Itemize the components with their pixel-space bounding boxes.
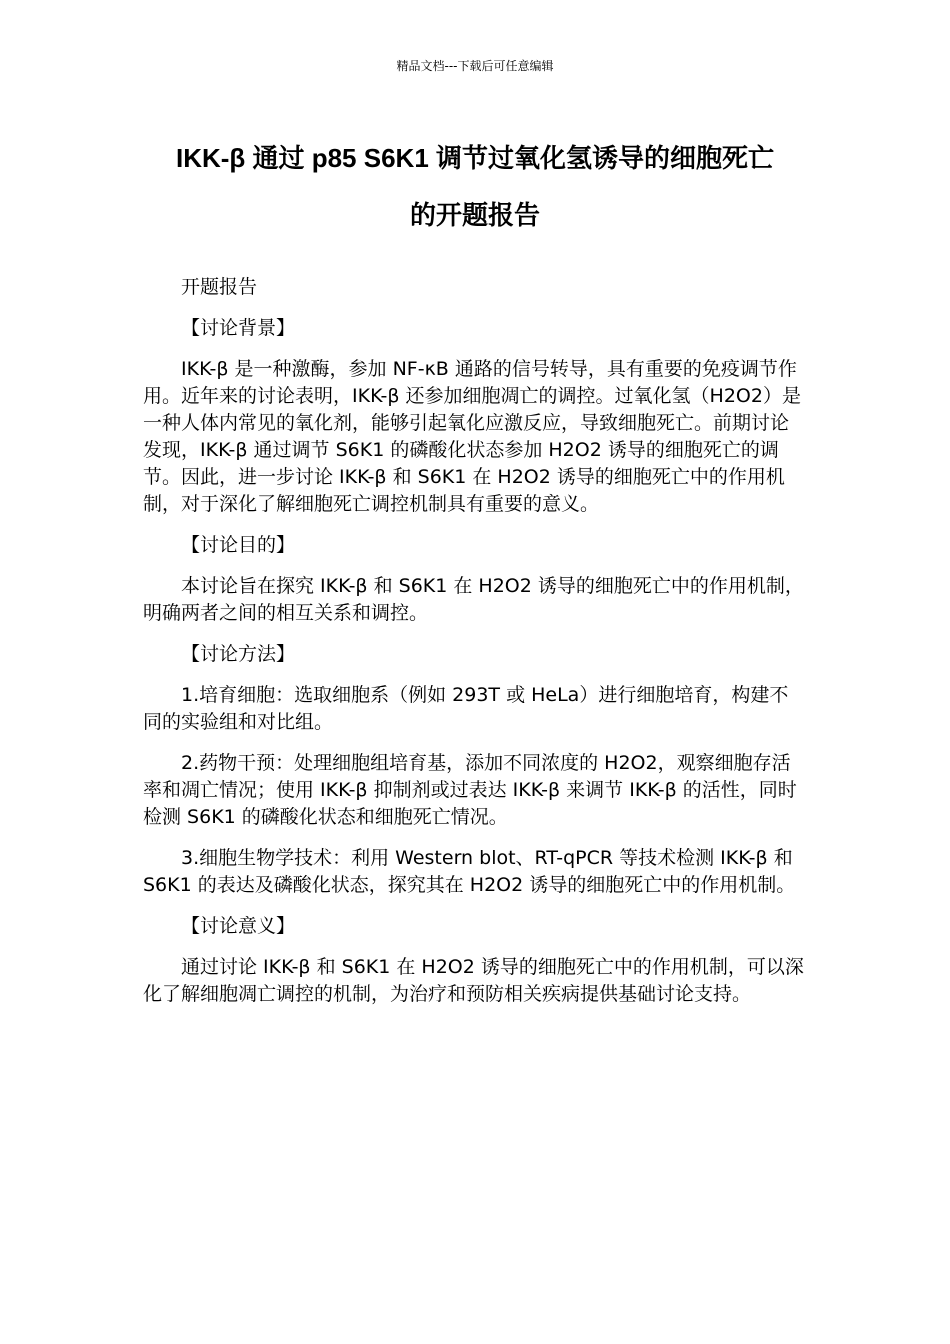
section-heading-purpose: 【讨论目的】 [181, 534, 296, 556]
report-label: 开题报告 [181, 276, 258, 298]
paragraph-method-2: 2.药物干预：处理细胞组培育基，添加不同浓度的 H2O2，观察细胞存活率和凋亡情况；使用 IKK-β 抑制剂或过表达 IKK-β 来调节 IKK-β 的活性，同时检测 S6K1 的磷酸化状态和细胞死亡情况。 [143, 752, 797, 828]
section-heading-background: 【讨论背景】 [181, 317, 296, 339]
paragraph-significance: 通过讨论 IKK-β 和 S6K1 在 H2O2 诱导的细胞死亡中的作用机制，可以深化了解细胞凋亡调控的机制，为治疗和预防相关疾病提供基础讨论支持。 [143, 956, 804, 1005]
title-line-1: IKK-β 通过 p85 S6K1 调节过氧化氢诱导的细胞死亡 [175, 143, 775, 173]
section-heading-significance: 【讨论意义】 [181, 915, 296, 937]
document-title [140, 130, 810, 244]
paragraph-method-1: 1.培育细胞：选取细胞系（例如 293T 或 HeLa）进行细胞培育，构建不同的实验组和对比组。 [143, 684, 789, 733]
paragraph-method-3: 3.细胞生物学技术：利用 Western blot、RT-qPCR 等技术检测 IKK-β 和 S6K1 的表达及磷酸化状态，探究其在 H2O2 诱导的细胞死亡中的作用机制。 [143, 847, 796, 896]
header-note: 精品文档---下载后可任意编辑 [396, 59, 554, 73]
paragraph-purpose: 本讨论旨在探究 IKK-β 和 S6K1 在 H2O2 诱导的细胞死亡中的作用机制，明确两者之间的相互关系和调控。 [143, 575, 804, 624]
section-heading-methods: 【讨论方法】 [181, 643, 296, 665]
paragraph-background: IKK-β 是一种激酶，参加 NF-κB 通路的信号转导，具有重要的免疫调节作用。近年来的讨论表明，IKK-β 还参加细胞凋亡的调控。过氧化氢（H2O2）是一种人体内常见的氧化剂，能够引起氧化应激反应，导致细胞死亡。前期讨论发现，IKK-β 通过调节 S6K1 的磷酸化状态参加 H2O2 诱导的细胞死亡的调节。因此，进一步讨论 IKK-β 和 S6K1 在 H2O2 诱导的细胞死亡中的作用机制，对于深化了解细胞死亡调控机制具有重要的意义。 [143, 358, 801, 515]
title-line-2: 的开题报告 [409, 200, 540, 230]
document-body [143, 274, 805, 1022]
